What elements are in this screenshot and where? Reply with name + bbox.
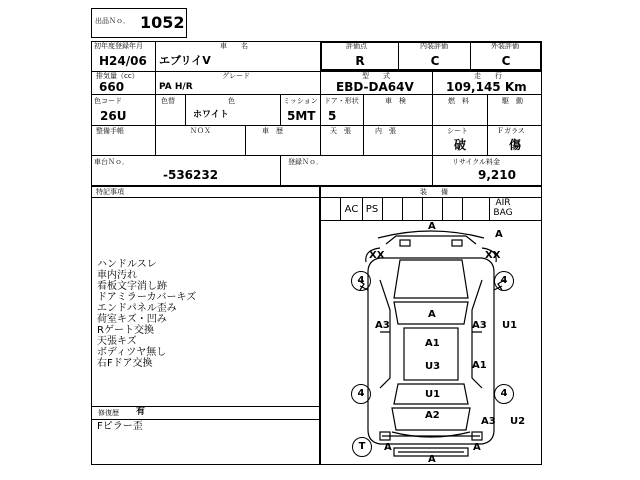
reg-no-label: 登録Ｎｏ． bbox=[288, 158, 323, 166]
repair-label: 修復歴 bbox=[98, 409, 119, 417]
seat-value: 破 bbox=[453, 138, 466, 152]
chassis-value: -536232 bbox=[163, 168, 219, 182]
model-value: EBD-DA64V bbox=[336, 80, 414, 94]
car-name-label: 車 名 bbox=[220, 42, 248, 50]
grade-xx-left: XX bbox=[369, 250, 385, 261]
grade-label: グレード bbox=[222, 72, 250, 80]
equip-airbag-line1: AIR bbox=[495, 198, 511, 208]
grade-hood: A bbox=[428, 309, 436, 320]
tire-front-left: 4 bbox=[351, 271, 371, 291]
tire-rear-left: 4 bbox=[351, 384, 371, 404]
remark-item: 荷室キズ・凹み bbox=[97, 314, 167, 325]
mileage-label: 走 行 bbox=[474, 72, 502, 80]
interior-damage-label: 内 張 bbox=[375, 127, 396, 135]
exterior-eval-value: C bbox=[501, 54, 511, 68]
equip-ps: PS bbox=[365, 204, 379, 215]
grade-roof-u: U3 bbox=[425, 361, 441, 372]
displacement-label: 排気量（cc） bbox=[96, 72, 139, 80]
color-code-value: 26U bbox=[100, 109, 127, 123]
grade-value: PA H/R bbox=[159, 82, 193, 92]
remark-item: 看板文字消し跡 bbox=[97, 281, 167, 292]
inspection-label: 車 検 bbox=[385, 97, 406, 105]
maintenance-label: 整備手帳 bbox=[96, 127, 124, 135]
repair-value: 有 bbox=[136, 407, 146, 417]
mission-value: 5MT bbox=[287, 109, 316, 123]
grade-right-rear-a: A3 bbox=[481, 416, 496, 427]
remark-item: ドアミラーカバーキズ bbox=[97, 292, 197, 303]
remark-item: 天張キズ bbox=[97, 336, 137, 347]
remark-item: Rゲート交換 bbox=[97, 325, 154, 336]
first-reg-value: H24/06 bbox=[99, 54, 147, 68]
color-swap-label: 色替 bbox=[161, 97, 175, 105]
doors-value: 5 bbox=[328, 109, 337, 123]
glass-label: Ｆガラス bbox=[497, 127, 525, 135]
mileage-value: 109,145 Km bbox=[446, 80, 527, 94]
color-code-label: 色コード bbox=[94, 97, 122, 105]
grade-rear-roof: U1 bbox=[425, 389, 441, 400]
displacement-value: 660 bbox=[99, 80, 125, 94]
remark-item: ボディツヤ無し bbox=[97, 347, 167, 358]
grade-rear-right: A bbox=[473, 442, 481, 453]
remarks-label: 特記事項 bbox=[96, 188, 124, 196]
remark-item: エンドパネル歪み bbox=[97, 303, 177, 314]
grade-xx-right: XX bbox=[485, 250, 501, 261]
lot-number: 1052 bbox=[140, 13, 185, 32]
fuel-label: 燃 料 bbox=[448, 97, 469, 105]
grade-rear-panel: A2 bbox=[425, 410, 440, 421]
grade-right-front-a: A3 bbox=[472, 320, 487, 331]
doors-label: ドア・形状 bbox=[324, 97, 359, 105]
remark-item: 車内汚れ bbox=[97, 270, 137, 281]
equip-ac: AC bbox=[344, 204, 359, 215]
repair-note: Fピラー歪 bbox=[97, 421, 143, 432]
grade-right-front-u: U1 bbox=[502, 320, 518, 331]
grade-rear-left: A bbox=[384, 442, 392, 453]
eval-score-label: 評価点 bbox=[346, 42, 367, 50]
grade-top-front: A bbox=[428, 221, 436, 232]
grade-right-rear-u: U2 bbox=[510, 416, 526, 427]
grade-roof-a: A1 bbox=[425, 338, 440, 349]
interior-eval-value: C bbox=[430, 54, 440, 68]
exterior-eval-label: 外装評価 bbox=[491, 42, 519, 50]
first-reg-label: 初年度登録年月 bbox=[94, 42, 143, 50]
remark-item: 右Fドア交換 bbox=[97, 358, 153, 369]
nox-label: ＮＯＸ bbox=[190, 127, 211, 135]
glass-value: 傷 bbox=[508, 138, 521, 152]
history-label: 車 歴 bbox=[262, 127, 283, 135]
equipment-label: 装 備 bbox=[420, 188, 448, 196]
seat-label: シート bbox=[447, 127, 468, 135]
tire-rear-right: 4 bbox=[494, 384, 514, 404]
equip-airbag-line2: BAG bbox=[493, 208, 513, 218]
model-label: 型 式 bbox=[362, 72, 390, 80]
recycle-label: リサイクル料金 bbox=[452, 158, 501, 166]
mission-label: ミッション bbox=[283, 97, 318, 105]
sunroof-label: 天 張 bbox=[330, 127, 351, 135]
tire-front-right: 4 bbox=[494, 271, 514, 291]
interior-eval-label: 内装評価 bbox=[420, 42, 448, 50]
car-name-value: エブリイV bbox=[159, 54, 211, 67]
lot-label: 出品Ｎｏ． bbox=[95, 17, 130, 25]
drive-label: 駆 動 bbox=[502, 97, 523, 105]
remark-item: ハンドルスレ bbox=[97, 259, 157, 270]
color-label: 色 bbox=[228, 97, 235, 105]
eval-score-value: R bbox=[355, 54, 365, 68]
grade-rear-bottom: A bbox=[428, 454, 436, 465]
spare-tire: T bbox=[352, 437, 372, 457]
color-value: ホワイト bbox=[193, 110, 229, 120]
grade-top-right: A bbox=[495, 229, 503, 240]
recycle-value: 9,210 bbox=[478, 168, 516, 182]
remarks-list bbox=[97, 259, 196, 369]
grade-left-front: A3 bbox=[375, 320, 390, 331]
grade-right-side: A1 bbox=[472, 360, 487, 371]
chassis-label: 車台Ｎｏ． bbox=[94, 158, 129, 166]
